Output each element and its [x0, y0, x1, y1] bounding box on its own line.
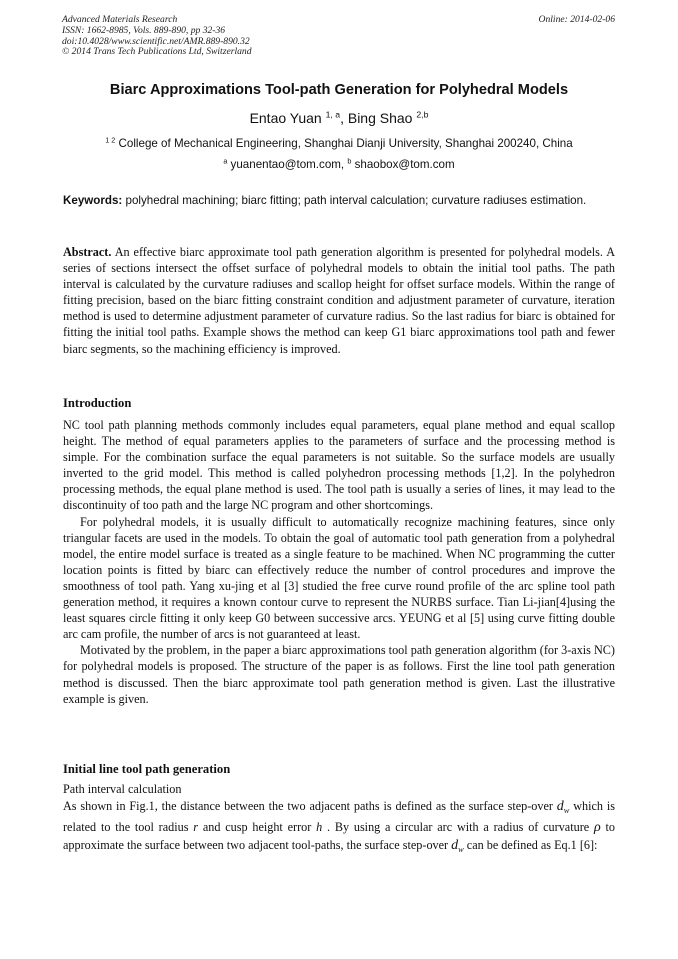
journal-name: Advanced Materials Research — [62, 14, 178, 25]
introduction-heading: Introduction — [63, 396, 132, 410]
section-heading-initial-line-tool-path: Initial line tool path generation — [63, 762, 231, 776]
symbol-w-subscript-2: w — [458, 844, 464, 854]
author-emails — [40, 158, 638, 171]
section2-body — [63, 798, 615, 858]
email-a: yuanentao@tom.com, — [227, 158, 348, 171]
email-mark-a: a — [223, 156, 228, 166]
author-separator: , — [340, 110, 348, 126]
affiliation — [40, 137, 638, 150]
keywords — [63, 194, 615, 209]
abstract-text: An effective biarc approximate tool path generation algorithm is presented for polyhedral models. A series of sections intersect the offset surface of polyhedral models to obtain the initial tool paths. The path interval is calculated by the curvature radiuses and scallop height for offset surface models. Within the range of fitting precision, based on the biarc fitting constraint condition and adjustment parameter of curvature, iteration method is used to determine adjustment parameter of curvature radius. So the last radius for biarc is obtained for fitting the initial tool paths. Example shows the method can keep G1 biarc approximations tool path and fewer biarc segments, so the machining efficiency is improved. — [63, 245, 615, 356]
intro-paragraph-1: NC tool path planning methods commonly includes equal parameters, equal plane method and equal scallop height. The method of equal parameters applies to the parameters of surface and the processing method is simple. For the combination surface the equal parameters is not suitable. So the surface models are usually inverted to the grid model. This method is called polyhedron processing methods [1,2]. In the polyhedron processing methods, the equal plane method is used. The tool path is usually a series of lines, it may lead to the discontinuity of too path and the large NC program and other shortcomings. — [63, 418, 615, 513]
s2-text-6: can be defined as Eq.1 [6]: — [463, 837, 598, 852]
section2-paragraph — [63, 798, 615, 858]
author-2: Bing Shao — [347, 110, 413, 126]
keywords-label: Keywords: — [63, 194, 123, 207]
intro-paragraph-2: For polyhedral models, it is usually difficult to automatically recognize machining features, since only triangular facets are used in the models. To obtain the goal of automatic tool path generation from a polyhedral model, the entire model surface is treated as a single feature to be machined. When NC programming the cutter location points is fitted by biarc can effectively reduce the number of control procedures and improve the smoothness of tool path. Yang xu-jing et al [3] studied the free curve round profile of the arc spline tool path generation method, it requires a known contour curve to represent the NURBS surface. Tian Li-jian[4]using the least squares circle fitting it only keep G0 between successive arcs. YEUNG et al [5] using curve fitting double arc cam profile, the number of arcs is not guaranteed at least. — [63, 514, 615, 642]
s2-text-2: which is related to the tool radius — [63, 799, 615, 835]
s2-text-3: and cusp height error — [198, 820, 317, 835]
issn-line: ISSN: 1662-8985, Vols. 889-890, pp 32-36 — [62, 24, 226, 36]
symbol-h: h — [316, 820, 323, 835]
online-date: Online: 2014-02-06 — [538, 14, 615, 25]
journal-header — [62, 15, 442, 58]
keywords-text: polyhedral machining; biarc fitting; path interval calculation; curvature radiuses estimation. — [122, 194, 587, 207]
email-mark-b: b — [347, 156, 352, 166]
affiliation-mark: 1 2 — [105, 135, 116, 145]
symbol-d-w — [557, 799, 570, 814]
symbol-w-subscript: w — [563, 805, 570, 815]
doi-line: doi:10.4028/www.scientific.net/AMR.889-890.32 — [62, 35, 250, 47]
symbol-d-w-2 — [451, 838, 464, 853]
abstract-paragraph — [63, 244, 615, 357]
abstract — [63, 244, 615, 357]
s2-text-5: to approximate the surface between two adjacent tool-paths, the surface step-over — [63, 820, 615, 852]
s2-text-4: . By using a circular arc with a radius of curvature — [322, 820, 594, 835]
affiliation-text: College of Mechanical Engineering, Shanghai Dianji University, Shanghai 200240, China — [115, 137, 573, 150]
introduction-body — [63, 417, 615, 707]
intro-paragraph-3: Motivated by the problem, in the paper a biarc approximations tool path generation algorithm (for 3-axis NC) for polyhedral models is proposed. The structure of the paper is as follows. First the line tool path generation method is discussed. Then the biarc approximate tool path generation method is given. Last the illustrative example is given. — [63, 643, 615, 706]
author-1: Entao Yuan — [249, 110, 322, 126]
subsection-path-interval: Path interval calculation — [63, 782, 182, 796]
author-2-affiliation-mark: 2,b — [416, 109, 429, 120]
s2-text-1: As shown in Fig.1, the distance between the two adjacent paths is defined as the surface step-over — [63, 799, 557, 813]
paper-title: Biarc Approximations Tool-path Generation for Polyhedral Models — [109, 82, 569, 98]
symbol-d-2: d — [451, 837, 459, 853]
symbol-r: r — [193, 820, 199, 835]
symbol-d: d — [556, 799, 564, 814]
email-b: shaobox@tom.com — [351, 158, 455, 171]
author-1-affiliation-mark: 1, a — [325, 109, 341, 120]
symbol-rho: ρ — [593, 820, 601, 836]
copyright-line: © 2014 Trans Tech Publications Ltd, Switzerland — [62, 46, 252, 58]
abstract-label: Abstract. — [63, 245, 112, 259]
author-line — [40, 110, 638, 126]
